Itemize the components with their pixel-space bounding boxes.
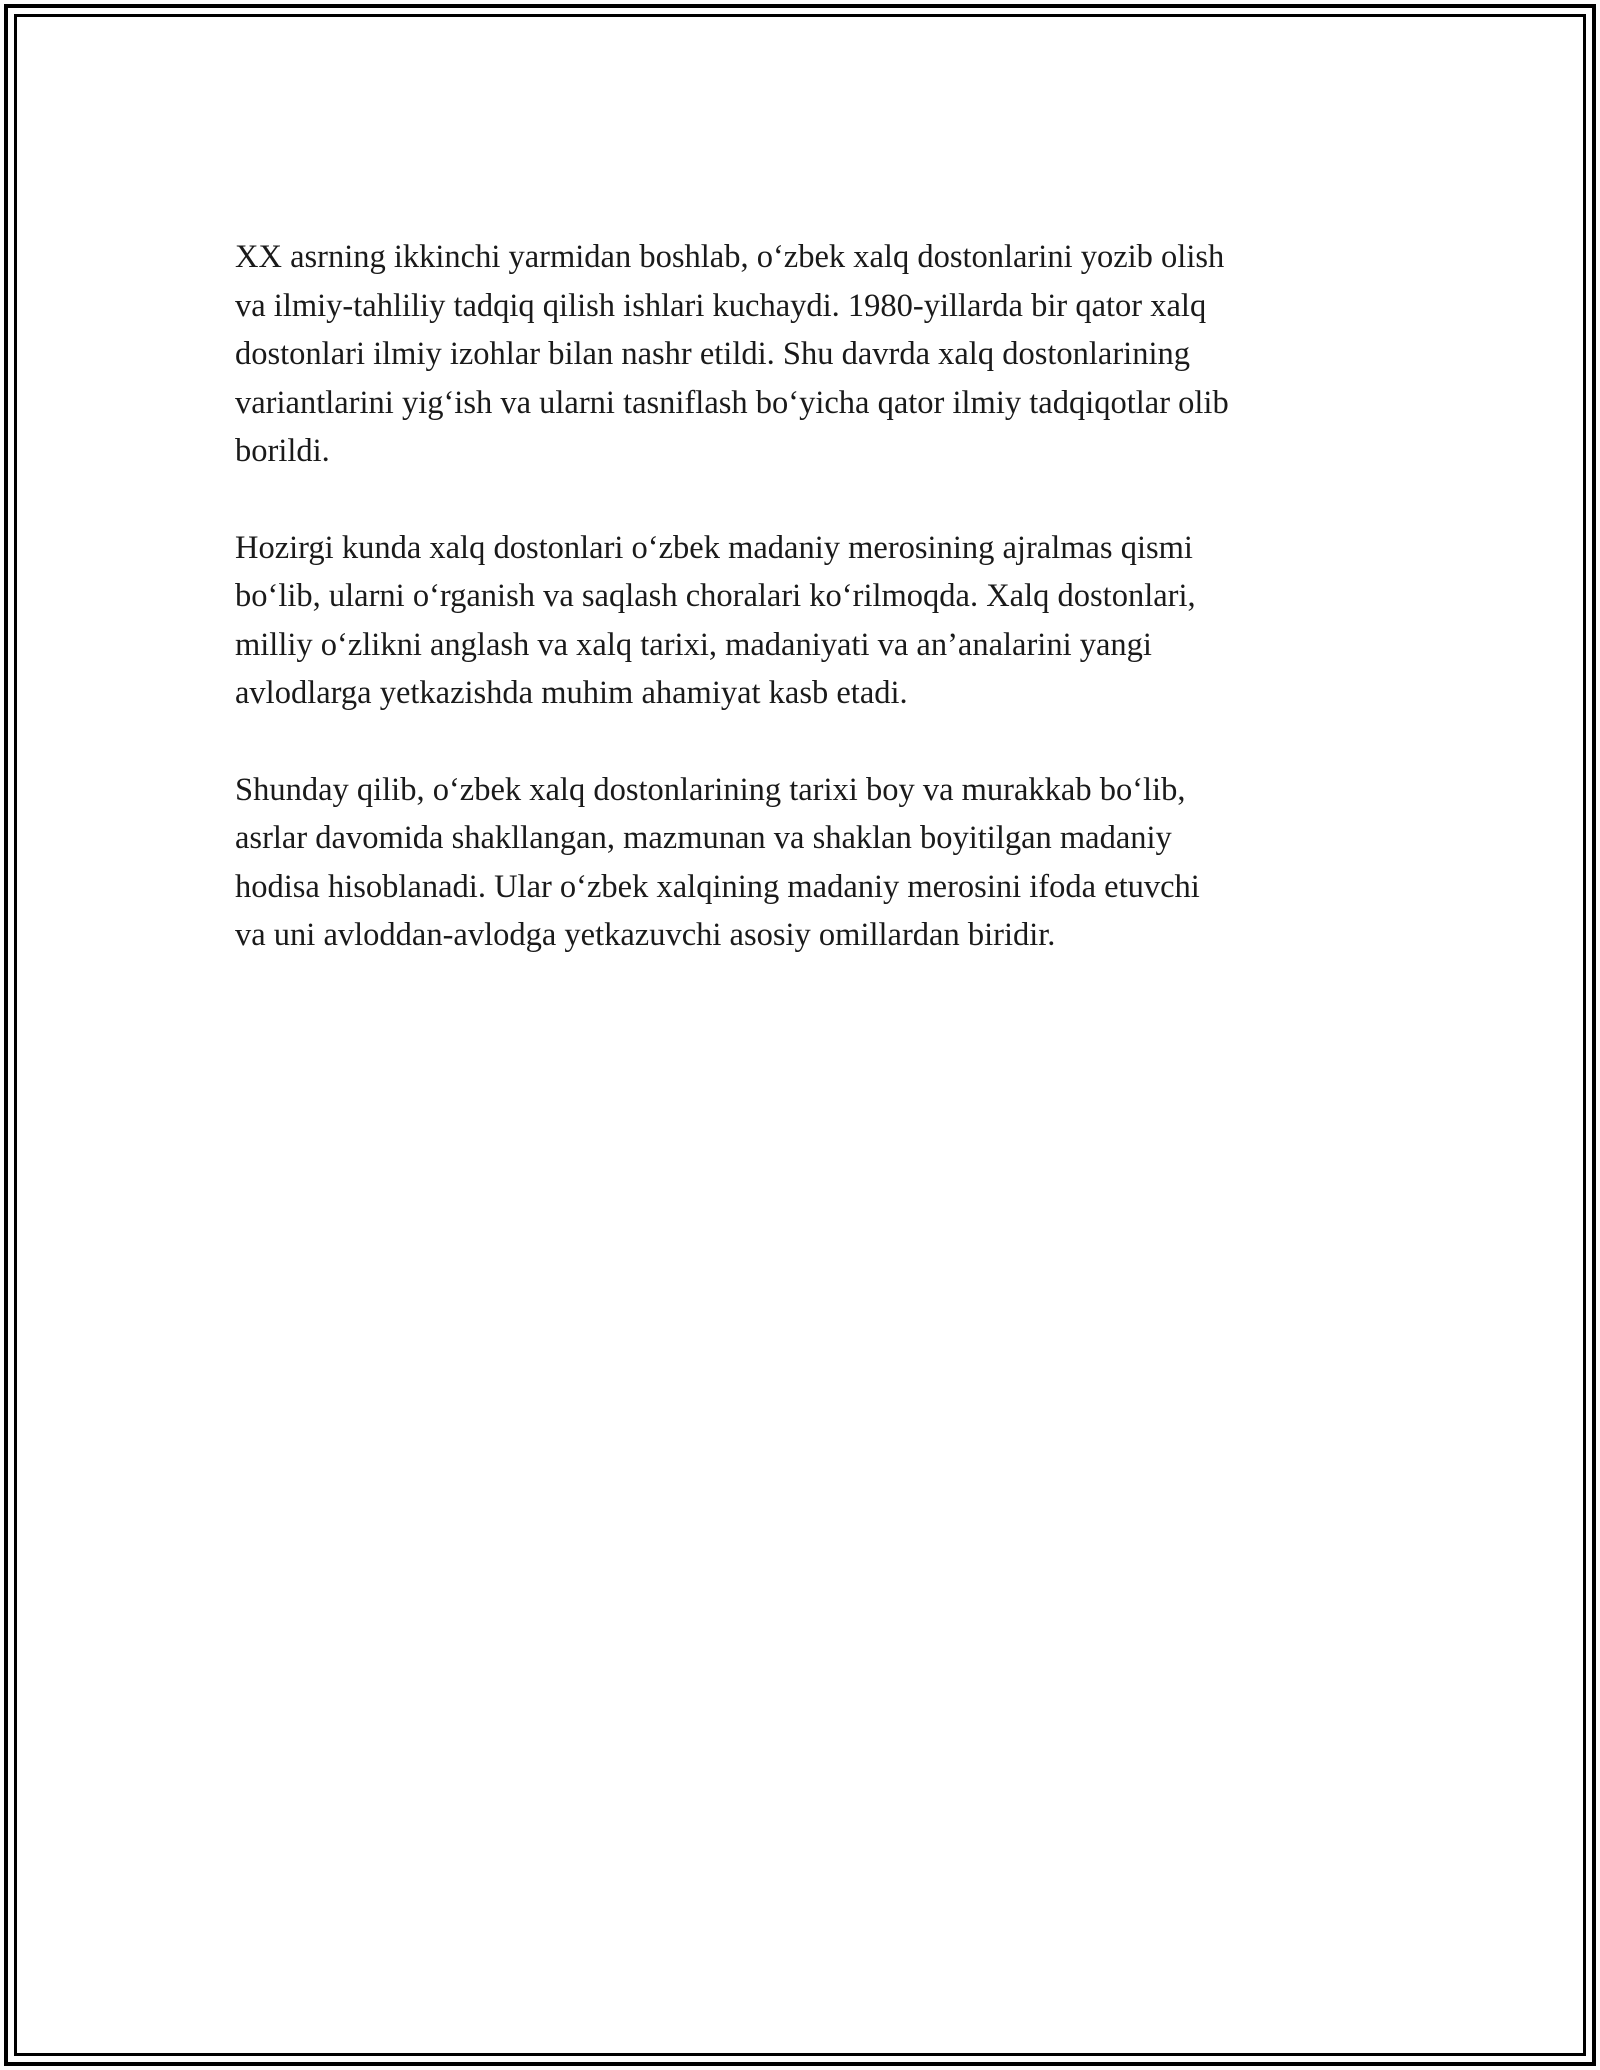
paragraph-3: Shunday qilib, o‘zbek xalq dostonlarining tarixi boy va murakkab bo‘lib, asrlar davomida shakllangan, mazmunan va shaklan boyitilgan madaniy hodisa hisoblanadi. Ular o‘zbek xalqining madaniy merosini ifoda etuvchi va uni avloddan-avlodga yetkazuvchi asosiy omillardan biridir.	[235, 771, 1200, 953]
paragraph-1: XX asrning ikkinchi yarmidan boshlab, o‘zbek xalq dostonlarini yozib olish va ilmiy-tahliliy tadqiq qilish ishlari kuchaydi. 1980-yillarda bir qator xalq dostonlari ilmiy izohlar bilan nashr etildi. Shu davrda xalq dostonlarining variantlarini yig‘ish va ularni tasniflash bo‘yicha qator ilmiy tadqiqotlar olib borildi.	[235, 239, 1229, 469]
document-body	[235, 233, 1375, 1008]
paragraph-2: Hozirgi kunda xalq dostonlari o‘zbek madaniy merosining ajralmas qismi bo‘lib, ularni o‘rganish va saqlash choralari ko‘rilmoqda. Xalq dostonlari, milliy o‘zlikni anglash va xalq tarixi, madaniyati va an’analarini yangi avlodlarga yetkazishda muhim ahamiyat kasb etadi.	[235, 529, 1196, 711]
